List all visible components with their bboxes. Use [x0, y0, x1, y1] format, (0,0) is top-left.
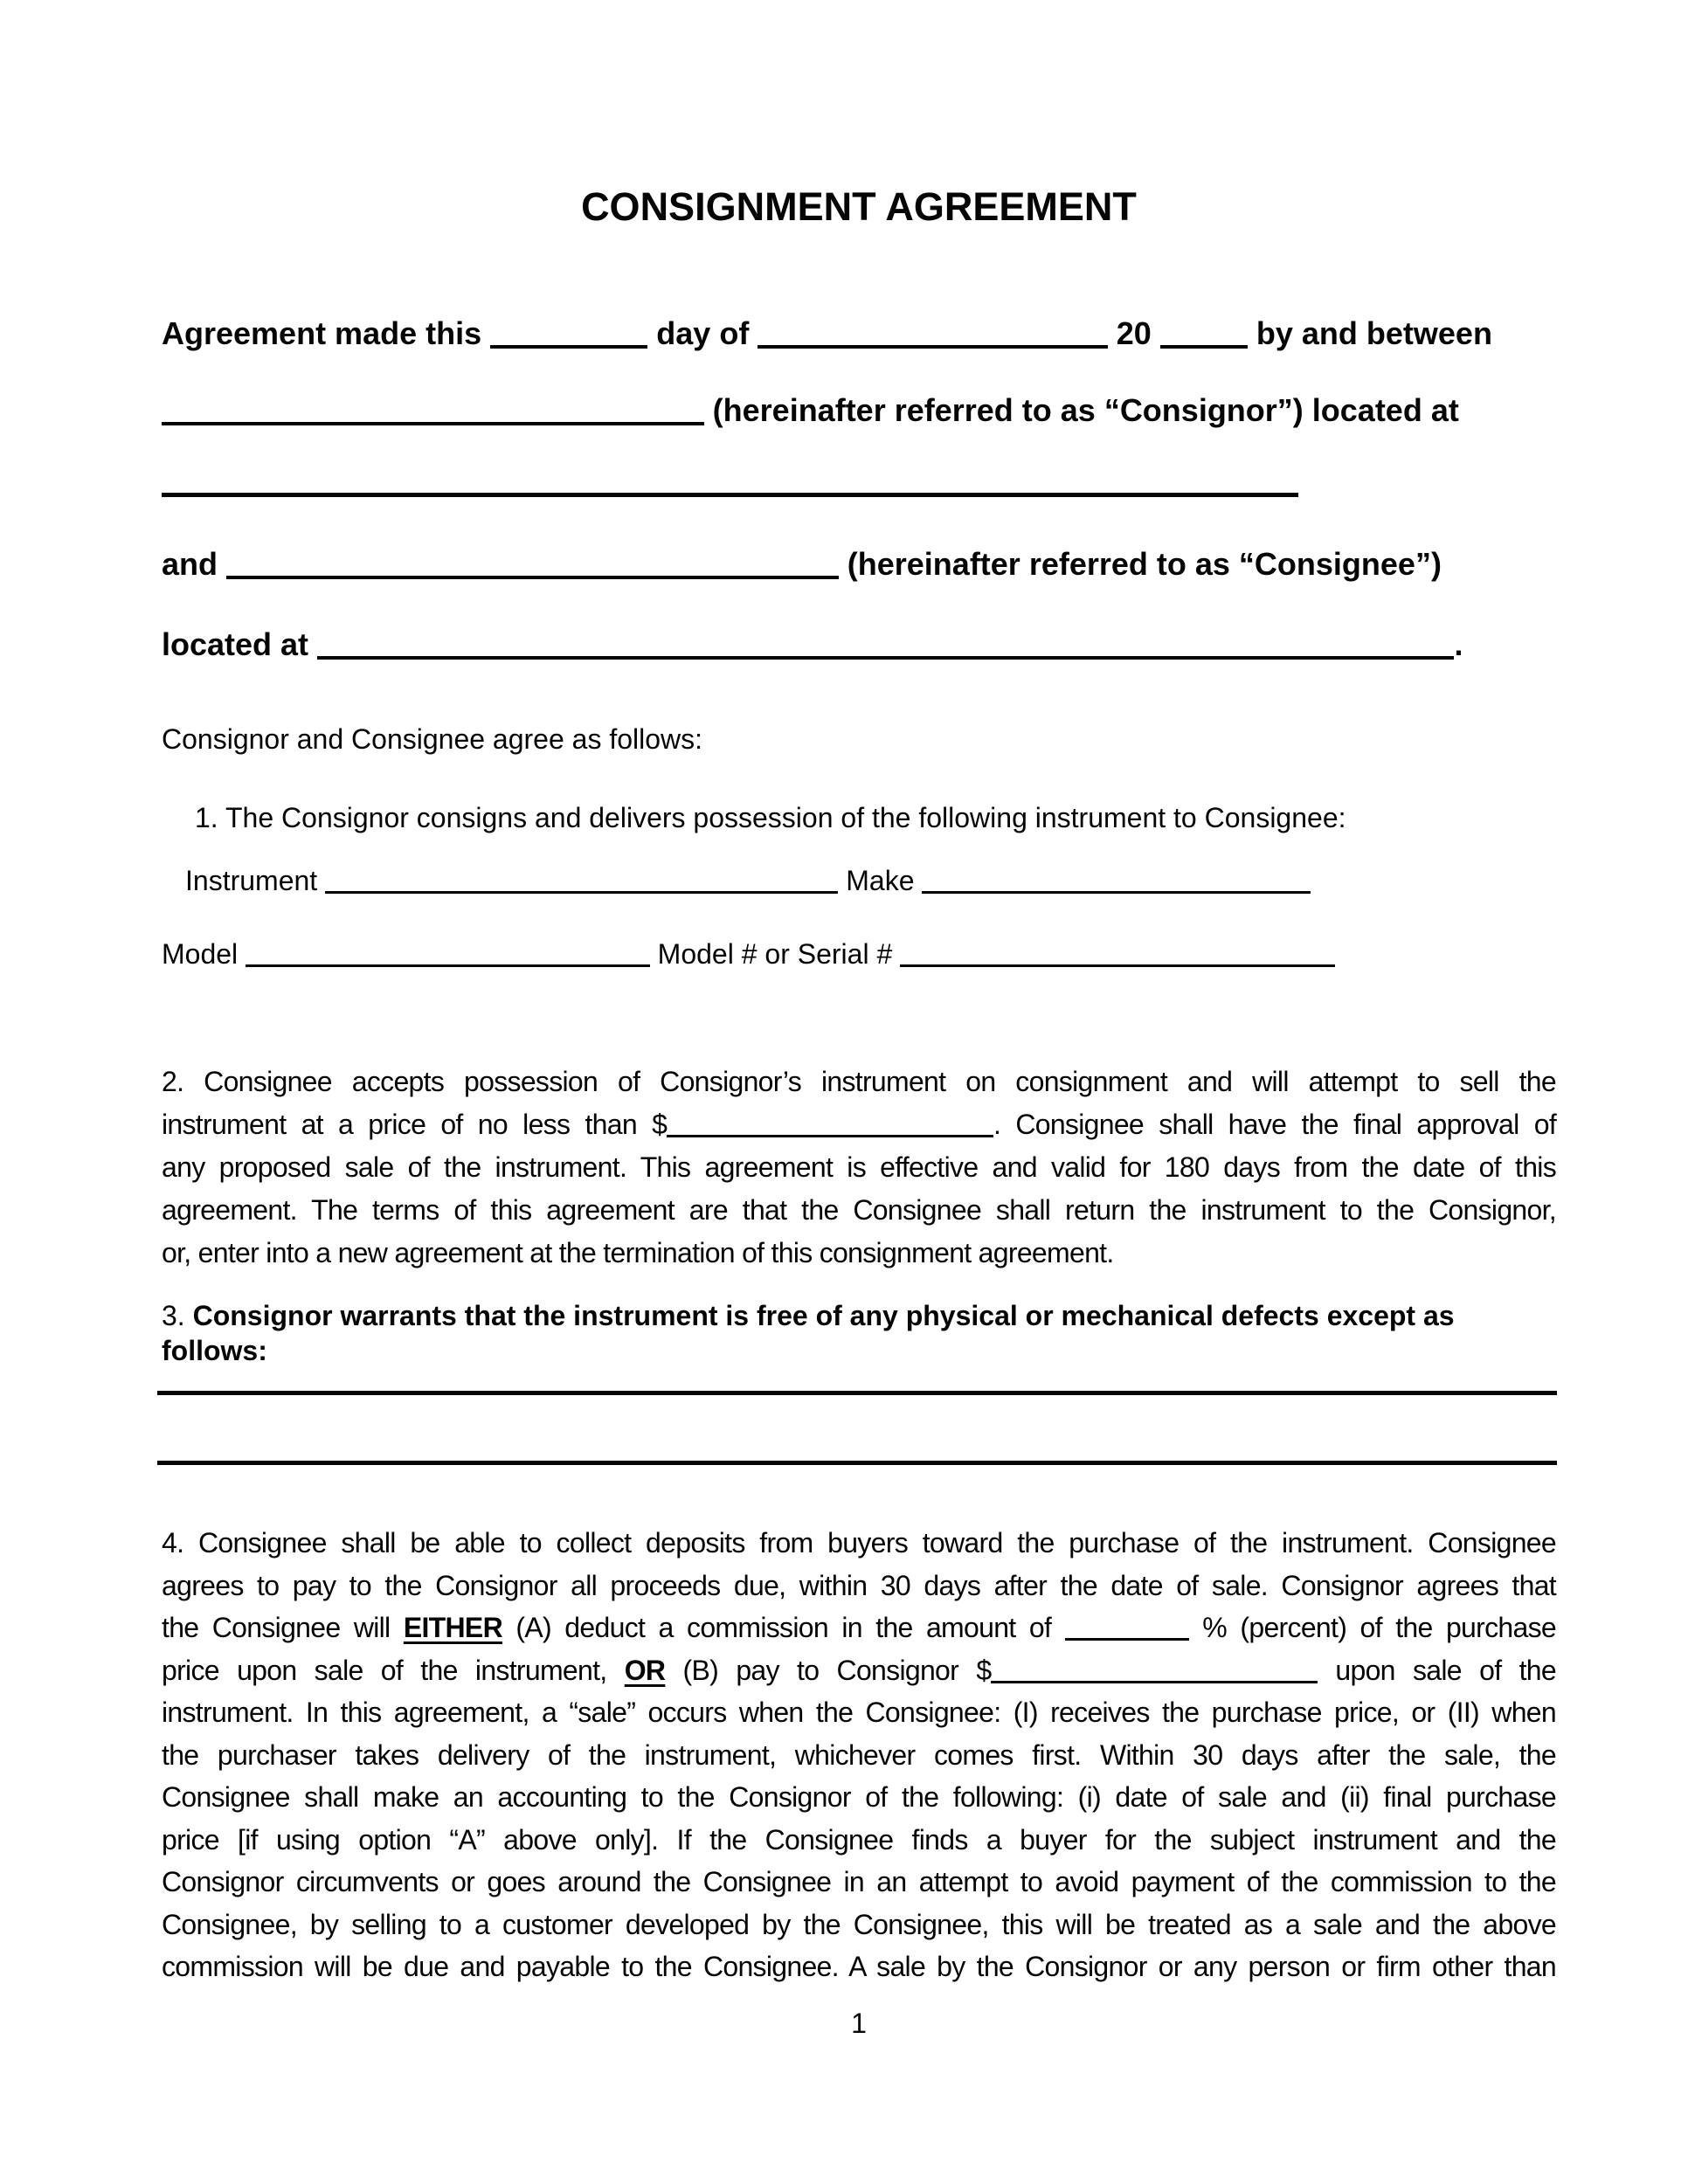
- text-run: price upon sale of the instrument,: [162, 1654, 625, 1686]
- blank-field: [922, 867, 1311, 895]
- defects-blank-line-1: [157, 1391, 1557, 1395]
- blank-field: [758, 317, 1107, 349]
- instrument-make-fields: [162, 863, 1580, 898]
- blank-field: [900, 940, 1335, 968]
- text-run: located at: [162, 626, 318, 662]
- text-run: and: [162, 546, 227, 582]
- page-number: 1: [851, 2008, 867, 2039]
- text-run: instrument at a price of no less than $: [162, 1109, 668, 1140]
- blank-field: [246, 940, 650, 968]
- text-run: (hereinafter referred to as “Consignee”): [838, 546, 1442, 582]
- text-run: 2. Consignee accepts possession of Consignor’s instrument on consignment and will attempt to sell the: [162, 1066, 1556, 1097]
- blank-field: [162, 465, 1298, 497]
- text-run: Consignor circumvents or goes around the Consignee in an attempt to avoid payment of the commission to the: [162, 1866, 1556, 1897]
- text-run: the Consignee will: [162, 1612, 404, 1643]
- text-run: Agreement made this: [162, 315, 491, 351]
- paragraph-line: [162, 1819, 1556, 1862]
- paragraph-line: [162, 1776, 1556, 1819]
- text-run: commission will be due and payable to the Consignee. A sale by the Consignor or any person or firm other than: [162, 1951, 1556, 1982]
- text-run: (A) deduct a commission in the amount of: [502, 1612, 1065, 1643]
- blank-field: [325, 867, 838, 895]
- text-run: upon sale of the: [1318, 1654, 1556, 1686]
- blank-field: [490, 317, 647, 349]
- paragraph-line: [162, 1904, 1556, 1946]
- text-run: or, enter into a new agreement at the termination of this consignment agreement.: [162, 1237, 1114, 1268]
- paragraph-line: [162, 1565, 1556, 1607]
- paragraph-line: [162, 1189, 1556, 1232]
- text-run: instrument. In this agreement, a “sale” occurs when the Consignee: (I) receives the purchase price, or (II) when: [162, 1697, 1556, 1728]
- intro-line-consignee-name: [162, 545, 1556, 584]
- text-run: 4. Consignee shall be able to collect deposits from buyers toward the purchase of the instrument. Consignee: [162, 1527, 1556, 1559]
- paragraph-line: [162, 1103, 1556, 1146]
- paragraph-line: [162, 1061, 1556, 1103]
- text-run: Consignor warrants that the instrument is free of any physical or mechanical defects except as follows:: [162, 1300, 1455, 1366]
- paragraph-line: [162, 1734, 1556, 1777]
- text-run: OR: [624, 1654, 666, 1686]
- clause-4-paragraph: [162, 1522, 1556, 1988]
- clause-3-text: [162, 1298, 1556, 1368]
- text-run: day of: [647, 315, 758, 351]
- paragraph-line: [162, 1232, 1556, 1275]
- intro-line-consignor-address-blank: [162, 463, 1556, 501]
- text-run: EITHER: [403, 1612, 502, 1643]
- text-run: Consignee shall make an accounting to the Consignor of the following: (i) date of sale and (ii) final purchase: [162, 1781, 1556, 1813]
- text-run: 3.: [162, 1300, 193, 1331]
- paragraph-line: [162, 1946, 1556, 1988]
- text-run: Consignee, by selling to a customer developed by the Consignee, this will be treated as a sale and the above: [162, 1908, 1556, 1940]
- text-run: the purchaser takes delivery of the instrument, whichever comes first. Within 30 days after the sale, the: [162, 1738, 1556, 1771]
- clause-1-text: [162, 800, 1589, 835]
- blank-field: [1160, 317, 1248, 349]
- defects-blank-line-2: [157, 1461, 1557, 1465]
- paragraph-line: [162, 1861, 1556, 1904]
- text-run: Model # or Serial #: [649, 938, 901, 970]
- text-run: Make: [838, 865, 923, 896]
- clause-2-paragraph: [162, 1061, 1556, 1275]
- text-run: Consignor and Consignee agree as follows:: [162, 723, 703, 755]
- text-run: . Consignee shall have the final approval of: [993, 1109, 1557, 1140]
- text-run: .: [1454, 626, 1463, 662]
- text-run: price [if using option “A” above only]. If the Consignee finds a buyer for the subject instrument and the: [162, 1823, 1556, 1856]
- text-run: 1. The Consignor consigns and delivers possession of the following instrument to Consignee:: [195, 802, 1346, 833]
- text-run: by and between: [1247, 315, 1492, 351]
- document-title: CONSIGNMENT AGREEMENT: [581, 184, 1137, 229]
- blank-field: [317, 628, 1454, 660]
- paragraph-line: [162, 1649, 1556, 1692]
- blank-field: [226, 548, 839, 579]
- blank-field: [162, 394, 704, 425]
- preamble-text: [162, 722, 1556, 757]
- text-run: any proposed sale of the instrument. This agreement is effective and valid for 180 days from the date of this: [162, 1151, 1556, 1183]
- blank-field: [667, 1110, 993, 1138]
- text-run: 20: [1107, 315, 1160, 351]
- blank-field: [991, 1655, 1318, 1683]
- blank-field: [1065, 1614, 1189, 1641]
- text-run: Instrument: [185, 865, 326, 896]
- paragraph-line: [162, 1691, 1556, 1734]
- text-run: Model: [162, 938, 246, 970]
- text-run: (hereinafter referred to as “Consignor”) located at: [703, 392, 1459, 428]
- paragraph-line: [162, 1146, 1556, 1189]
- intro-line-consignor-name: [162, 391, 1556, 430]
- paragraph-line: [162, 1522, 1556, 1565]
- text-run: agrees to pay to the Consignor all proceeds due, within 30 days after the date of sale. Consignor agrees that: [162, 1569, 1556, 1601]
- paragraph-line: [162, 1607, 1556, 1649]
- text-run: (B) pay to Consignor $: [665, 1654, 992, 1686]
- intro-line-date: [162, 314, 1556, 353]
- text-run: agreement. The terms of this agreement are that the Consignee shall return the instrument to the Consignor,: [162, 1194, 1556, 1226]
- text-run: % (percent) of the purchase: [1188, 1612, 1556, 1643]
- model-serial-fields: [162, 936, 1556, 971]
- intro-line-consignee-address: [162, 625, 1556, 664]
